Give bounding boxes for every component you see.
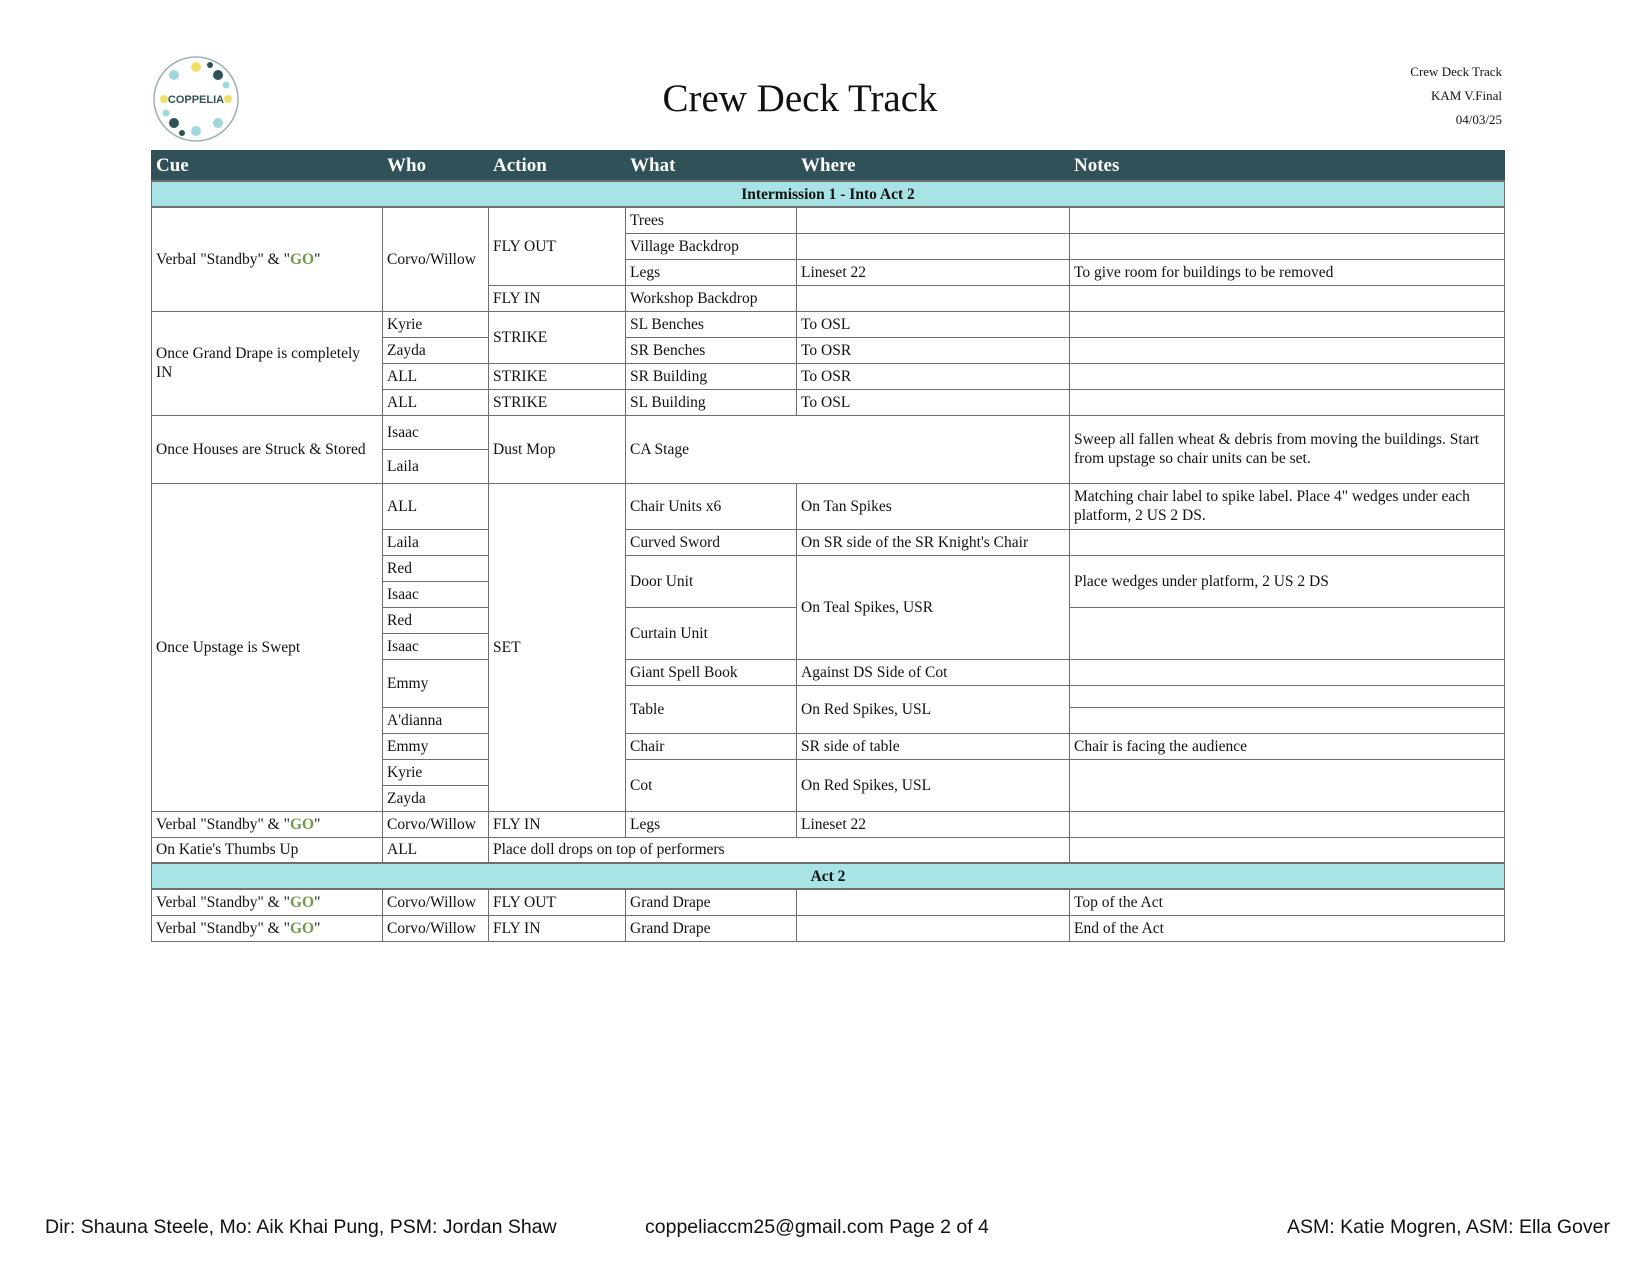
notes-cell [1070, 607, 1505, 659]
notes-cell: End of the Act [1070, 915, 1505, 941]
action-cell: FLY IN [489, 915, 626, 941]
where-cell: To OSR [797, 363, 1070, 389]
notes-cell [1070, 233, 1505, 259]
who-cell: Isaac [383, 581, 489, 607]
notes-cell [1070, 707, 1505, 733]
where-cell: On Teal Spikes, USR [797, 555, 1070, 659]
what-cell: Giant Spell Book [626, 659, 797, 685]
action-cell: FLY OUT [489, 889, 626, 915]
what-cell: Table [626, 685, 797, 733]
column-header: What [626, 151, 797, 182]
table-row [152, 415, 1505, 449]
notes-cell: Place wedges under platform, 2 US 2 DS [1070, 555, 1505, 607]
cue-cell: Verbal "Standby" & "GO" [152, 207, 383, 311]
where-cell: Against DS Side of Cot [797, 659, 1070, 685]
table-row [152, 915, 1505, 941]
who-cell: Corvo/Willow [383, 889, 489, 915]
where-cell: On Tan Spikes [797, 483, 1070, 529]
what-cell: Cot [626, 759, 797, 811]
footer-asm: ASM: Katie Mogren, ASM: Ella Gover [1287, 1216, 1610, 1238]
column-header: Where [797, 151, 1070, 182]
what-cell: SL Building [626, 389, 797, 415]
who-cell: Zayda [383, 337, 489, 363]
notes-cell: To give room for buildings to be removed [1070, 259, 1505, 285]
what-cell: SR Benches [626, 337, 797, 363]
notes-cell [1070, 389, 1505, 415]
who-cell: Isaac [383, 633, 489, 659]
who-cell: Kyrie [383, 759, 489, 785]
section-title: Act 2 [152, 863, 1505, 889]
section-row [152, 863, 1505, 889]
notes-cell [1070, 811, 1505, 837]
action-cell: FLY OUT [489, 207, 626, 285]
what-cell: Legs [626, 259, 797, 285]
action-cell: FLY IN [489, 285, 626, 311]
who-cell: Kyrie [383, 311, 489, 337]
section-row [152, 181, 1505, 207]
notes-cell: Top of the Act [1070, 889, 1505, 915]
where-cell: On Red Spikes, USL [797, 685, 1070, 733]
where-cell: SR side of table [797, 733, 1070, 759]
page-title: Crew Deck Track [662, 77, 938, 120]
column-header: Action [489, 151, 626, 182]
go-text: GO [289, 250, 315, 268]
doc-date: 04/03/25 [1455, 112, 1502, 127]
what-cell: Trees [626, 207, 797, 233]
action-cell: STRIKE [489, 389, 626, 415]
who-cell: ALL [383, 363, 489, 389]
where-cell: On Red Spikes, USL [797, 759, 1070, 811]
what-cell: SL Benches [626, 311, 797, 337]
where-cell [797, 233, 1070, 259]
where-cell: On SR side of the SR Knight's Chair [797, 529, 1070, 555]
notes-cell [1070, 685, 1505, 707]
notes-cell: Matching chair label to spike label. Place 4" wedges under each platform, 2 US 2 DS. [1070, 483, 1505, 529]
table-row [152, 811, 1505, 837]
who-cell: Corvo/Willow [383, 811, 489, 837]
cue-cell: Verbal "Standby" & "GO" [152, 915, 383, 941]
action-cell: Place doll drops on top of performers [489, 837, 1070, 863]
who-cell: Laila [383, 529, 489, 555]
doc-version: KAM V.Final [1430, 88, 1502, 103]
notes-cell: Chair is facing the audience [1070, 733, 1505, 759]
who-cell: Red [383, 607, 489, 633]
table-row [152, 311, 1505, 337]
cue-cell: Once Houses are Struck & Stored [152, 415, 383, 483]
action-cell: Dust Mop [489, 415, 626, 483]
who-cell: ALL [383, 483, 489, 529]
who-cell: Emmy [383, 659, 489, 707]
who-cell: Isaac [383, 415, 489, 449]
go-text: GO [289, 893, 315, 911]
logo-text: COPPELIA [167, 94, 225, 106]
section-title: Intermission 1 - Into Act 2 [152, 181, 1505, 207]
what-cell: CA Stage [626, 415, 1070, 483]
crew-deck-track-table [151, 150, 1505, 942]
table-row [152, 837, 1505, 863]
where-cell: Lineset 22 [797, 811, 1070, 837]
go-text: GO [289, 815, 315, 833]
who-cell: Laila [383, 449, 489, 483]
action-cell: FLY IN [489, 811, 626, 837]
what-cell: Chair [626, 733, 797, 759]
what-cell: SR Building [626, 363, 797, 389]
what-cell: Grand Drape [626, 915, 797, 941]
action-cell: STRIKE [489, 363, 626, 389]
where-cell [797, 915, 1070, 941]
who-cell: Red [383, 555, 489, 581]
cue-cell: Verbal "Standby" & "GO" [152, 889, 383, 915]
who-cell: ALL [383, 389, 489, 415]
table-header-row [152, 151, 1505, 182]
go-text: GO [289, 919, 315, 937]
cue-cell: Once Grand Drape is completely IN [152, 311, 383, 415]
cue-cell: On Katie's Thumbs Up [152, 837, 383, 863]
who-cell: Corvo/Willow [383, 915, 489, 941]
who-cell: A'dianna [383, 707, 489, 733]
what-cell: Chair Units x6 [626, 483, 797, 529]
where-cell: To OSL [797, 311, 1070, 337]
who-cell: Zayda [383, 785, 489, 811]
table-row [152, 207, 1505, 233]
action-cell: STRIKE [489, 311, 626, 363]
column-header: Who [383, 151, 489, 182]
cue-cell: Verbal "Standby" & "GO" [152, 811, 383, 837]
table-row [152, 483, 1505, 529]
table-row [152, 889, 1505, 915]
footer-directors: Dir: Shauna Steele, Mo: Aik Khai Pung, PSM: Jordan Shaw [45, 1216, 557, 1238]
doc-name: Crew Deck Track [1410, 64, 1502, 79]
column-header: Cue [152, 151, 383, 182]
what-cell: Grand Drape [626, 889, 797, 915]
what-cell: Curtain Unit [626, 607, 797, 659]
what-cell: Workshop Backdrop [626, 285, 797, 311]
where-cell [797, 889, 1070, 915]
cue-cell: Once Upstage is Swept [152, 483, 383, 811]
notes-cell [1070, 659, 1505, 685]
where-cell: To OSR [797, 337, 1070, 363]
what-cell: Curved Sword [626, 529, 797, 555]
notes-cell [1070, 529, 1505, 555]
notes-cell: Sweep all fallen wheat & debris from moving the buildings. Start from upstage so chair units can be set. [1070, 415, 1505, 483]
who-cell: Emmy [383, 733, 489, 759]
what-cell: Village Backdrop [626, 233, 797, 259]
notes-cell [1070, 337, 1505, 363]
notes-cell [1070, 363, 1505, 389]
footer-contact: coppeliaccm25@gmail.com Page 2 of 4 [645, 1216, 989, 1238]
action-cell: SET [489, 483, 626, 811]
notes-cell [1070, 759, 1505, 811]
document-meta [1410, 60, 1502, 132]
notes-cell [1070, 207, 1505, 233]
where-cell: Lineset 22 [797, 259, 1070, 285]
notes-cell [1070, 837, 1505, 863]
where-cell: To OSL [797, 389, 1070, 415]
who-cell: Corvo/Willow [383, 207, 489, 311]
who-cell: ALL [383, 837, 489, 863]
column-header: Notes [1070, 151, 1505, 182]
where-cell [797, 207, 1070, 233]
what-cell: Legs [626, 811, 797, 837]
what-cell: Door Unit [626, 555, 797, 607]
notes-cell [1070, 285, 1505, 311]
where-cell [797, 285, 1070, 311]
notes-cell [1070, 311, 1505, 337]
